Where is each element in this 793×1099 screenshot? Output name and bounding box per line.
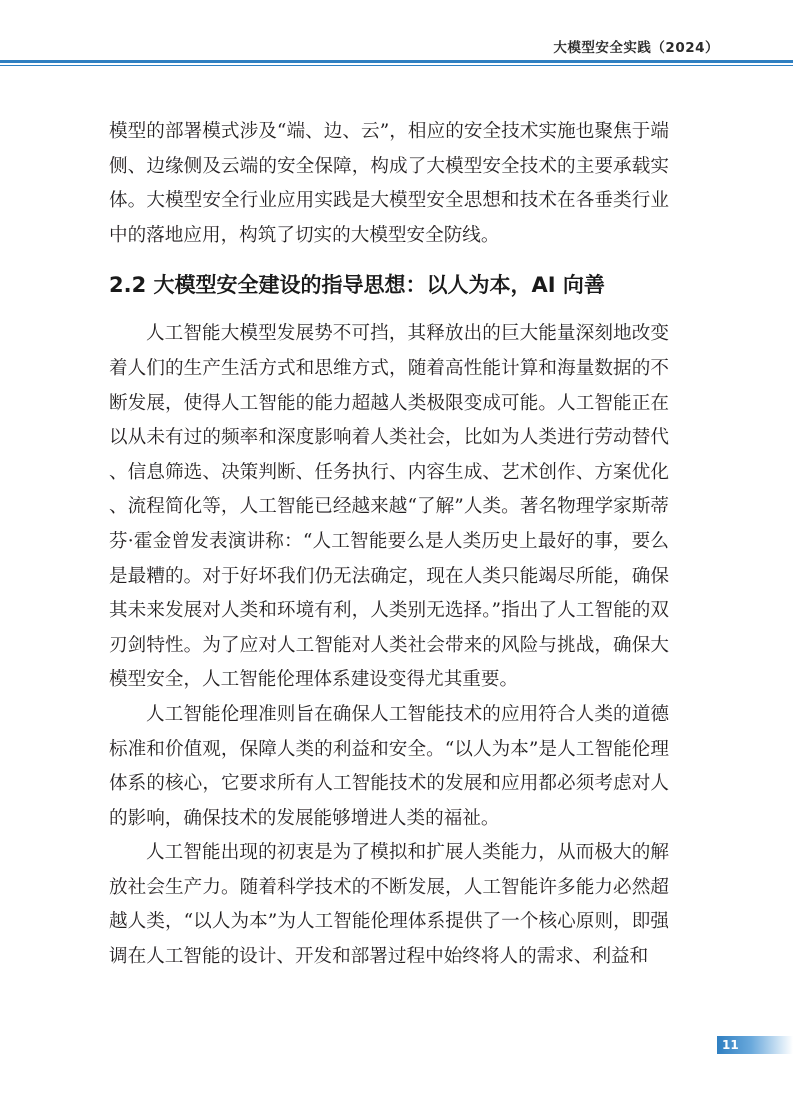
section-heading: 2.2 大模型安全建设的指导思想：以人为本，AI 向善 <box>109 273 605 298</box>
body-paragraph-intro: 模型的部署模式涉及“端、边、云”，相应的安全技术实施也聚焦于端侧、边缘侧及云端的安全保障，构成了大模型安全技术的主要承载实体。大模型安全行业应用实践是大模型安全思想和技术在各垂类行业中的落地应用，构筑了切实的大模型安全防线。 <box>109 121 669 246</box>
body-paragraph: 人工智能伦理准则旨在确保人工智能技术的应用符合人类的道德标准和价值观，保障人类的利益和安全。“以人为本”是人工智能伦理体系的核心，它要求所有人工智能技术的发展和应用都必须考虑对人的影响，确保技术的发展能够增进人类的福祉。 <box>109 703 669 829</box>
page-header <box>0 0 793 70</box>
body-paragraph: 人工智能大模型发展势不可挡，其释放出的巨大能量深刻地改变着人们的生产生活方式和思维方式，随着高性能计算和海量数据的不断发展，使得人工智能的能力超越人类极限变成可能。人工智能正在以从未有过的频率和深度影响着人类社会，比如为人类进行劳动替代、信息筛选、决策判断、任务执行、内容生成、艺术创作、方案优化、流程简化等，人工智能已经越来越“了解”人类。著名物理学家斯蒂芬·霍金曾发表演讲称：“人工智能要么是人类历史上最好的事，要么是最糟的。对于好坏我们仍无法确定，现在人类只能竭尽所能，确保其未来发展对人类和环境有利，人类别无选择。”指出了人工智能的双刃剑特性。为了应对人工智能对人类社会带来的风险与挑战，确保大模型安全，人工智能伦理体系建设变得尤其重要。 <box>109 323 669 691</box>
running-header-title: 大模型安全实践（2024） <box>553 40 719 56</box>
header-rule <box>0 60 793 63</box>
header-rule-thin <box>0 65 793 66</box>
body-paragraph: 人工智能出现的初衷是为了模拟和扩展人类能力，从而极大的解放社会生产力。随着科学技术的不断发展，人工智能许多能力必然超越人类，“以人为本”为人工智能伦理体系提供了一个核心原则，即强调在人工智能的设计、开发和部署过程中始终将人的需求、利益和 <box>109 842 669 968</box>
page-number: 11 <box>722 1038 739 1052</box>
page-body <box>109 115 669 975</box>
